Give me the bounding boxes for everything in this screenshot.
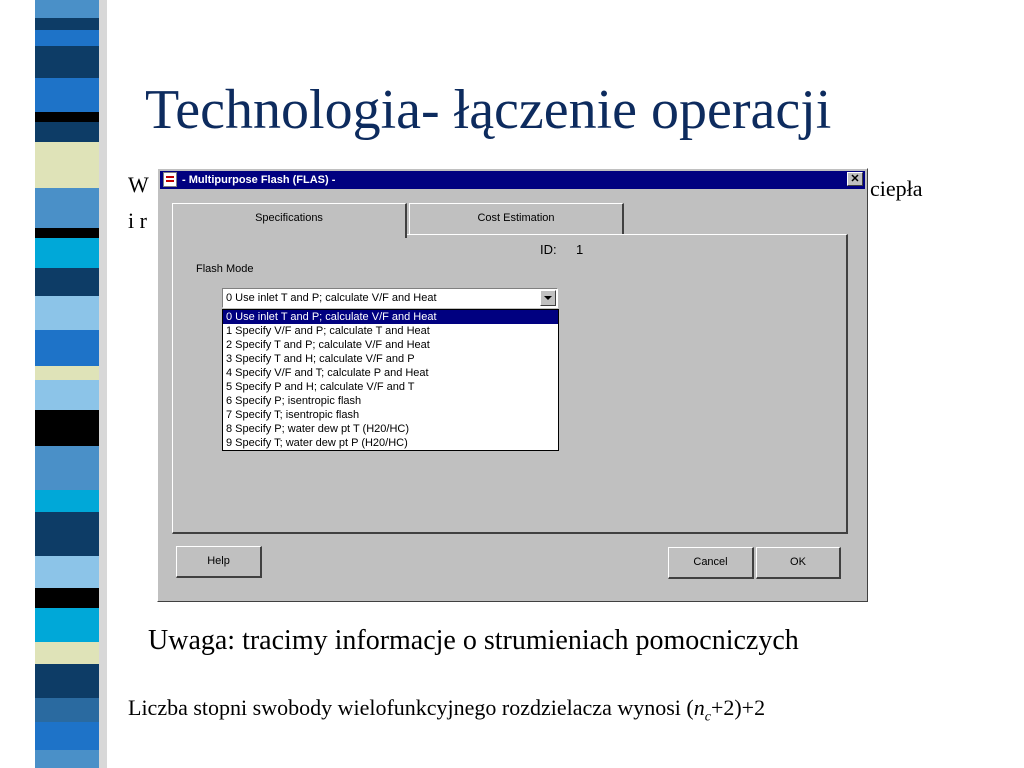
flash-mode-label: Flash Mode	[196, 263, 254, 275]
stripe-band	[35, 664, 99, 698]
stripe-band	[35, 512, 99, 556]
footer-variable: n	[693, 695, 705, 720]
flash-option-2[interactable]: 2 Specify T and P; calculate V/F and Heat	[226, 339, 430, 351]
bullet-text-start: W	[128, 172, 149, 197]
stripe-band	[35, 410, 99, 446]
flash-option-9[interactable]: 9 Specify T; water dew pt P (H20/HC)	[226, 437, 408, 449]
stripe-band	[35, 296, 99, 330]
id-value: 1	[576, 242, 584, 257]
stripe-shadow	[99, 0, 107, 768]
stripe-band	[35, 188, 99, 228]
footer-prefix: Liczba stopni swobody wielofunkcyjnego rozdzielacza wynosi (	[128, 695, 694, 720]
stripe-band	[35, 228, 99, 238]
stripe-band	[35, 698, 99, 722]
stripe-band	[35, 556, 99, 588]
stripe-band	[35, 366, 99, 380]
decorative-stripe	[35, 0, 99, 768]
stripe-band	[35, 588, 99, 608]
stripe-band	[35, 142, 99, 188]
stripe-band	[35, 30, 99, 46]
note-text: Uwaga: tracimy informacje o strumieniach pomocniczych	[148, 625, 799, 656]
stripe-band	[35, 446, 99, 490]
stripe-band	[35, 78, 99, 112]
stripe-band	[35, 722, 99, 750]
flash-option-0[interactable]: 0 Use inlet T and P; calculate V/F and Heat	[223, 310, 558, 324]
stripe-band	[35, 490, 99, 512]
chevron-down-icon[interactable]	[540, 290, 556, 306]
stripe-band	[35, 0, 99, 18]
flash-option-3[interactable]: 3 Specify T and H; calculate V/F and P	[226, 353, 415, 365]
stripe-band	[35, 112, 99, 122]
cancel-button[interactable]: Cancel	[668, 547, 754, 579]
ok-button[interactable]: OK	[756, 547, 841, 579]
flash-mode-options-list	[222, 309, 559, 451]
tab-cost-estimation-label: Cost Estimation	[477, 212, 555, 224]
tab-specifications[interactable]	[172, 203, 407, 238]
tab-specifications-label: Specifications	[255, 212, 323, 224]
footer-subscript: c	[704, 709, 711, 725]
dialog-titlebar[interactable]	[160, 171, 865, 189]
flash-mode-select[interactable]	[222, 288, 558, 308]
footer-suffix: +2)+2	[710, 695, 766, 720]
stripe-band	[35, 750, 99, 768]
stripe-band	[35, 122, 99, 142]
close-icon[interactable]: ✕	[847, 172, 863, 186]
slide-title: Technologia- łączenie operacji	[145, 79, 832, 141]
stripe-band	[35, 46, 99, 78]
stripe-band	[35, 330, 99, 366]
footer-text	[128, 695, 765, 725]
flash-option-4[interactable]: 4 Specify V/F and T; calculate P and Heat	[226, 367, 429, 379]
stripe-band	[35, 238, 99, 268]
flash-option-8[interactable]: 8 Specify P; water dew pt T (H20/HC)	[226, 423, 409, 435]
bullet-text-end: ciepła	[870, 176, 923, 201]
flash-option-1[interactable]: 1 Specify V/F and P; calculate T and Heat	[226, 325, 430, 337]
multipurpose-flash-dialog	[157, 168, 868, 602]
flash-mode-value: 0 Use inlet T and P; calculate V/F and Heat	[226, 292, 437, 304]
stripe-band	[35, 18, 99, 30]
stripe-band	[35, 380, 99, 410]
dialog-title: - Multipurpose Flash (FLAS) -	[182, 174, 336, 186]
help-button[interactable]: Help	[176, 546, 262, 578]
stripe-band	[35, 608, 99, 642]
id-label: ID:	[540, 242, 557, 257]
stripe-band	[35, 268, 99, 296]
tab-cost-estimation[interactable]	[409, 203, 624, 235]
flash-option-7[interactable]: 7 Specify T; isentropic flash	[226, 409, 360, 421]
bullet-text-start-2: i r	[128, 208, 147, 233]
stripe-band	[35, 642, 99, 664]
document-icon	[163, 172, 177, 187]
flash-option-5[interactable]: 5 Specify P and H; calculate V/F and T	[226, 381, 415, 393]
flash-option-6[interactable]: 6 Specify P; isentropic flash	[226, 395, 362, 407]
